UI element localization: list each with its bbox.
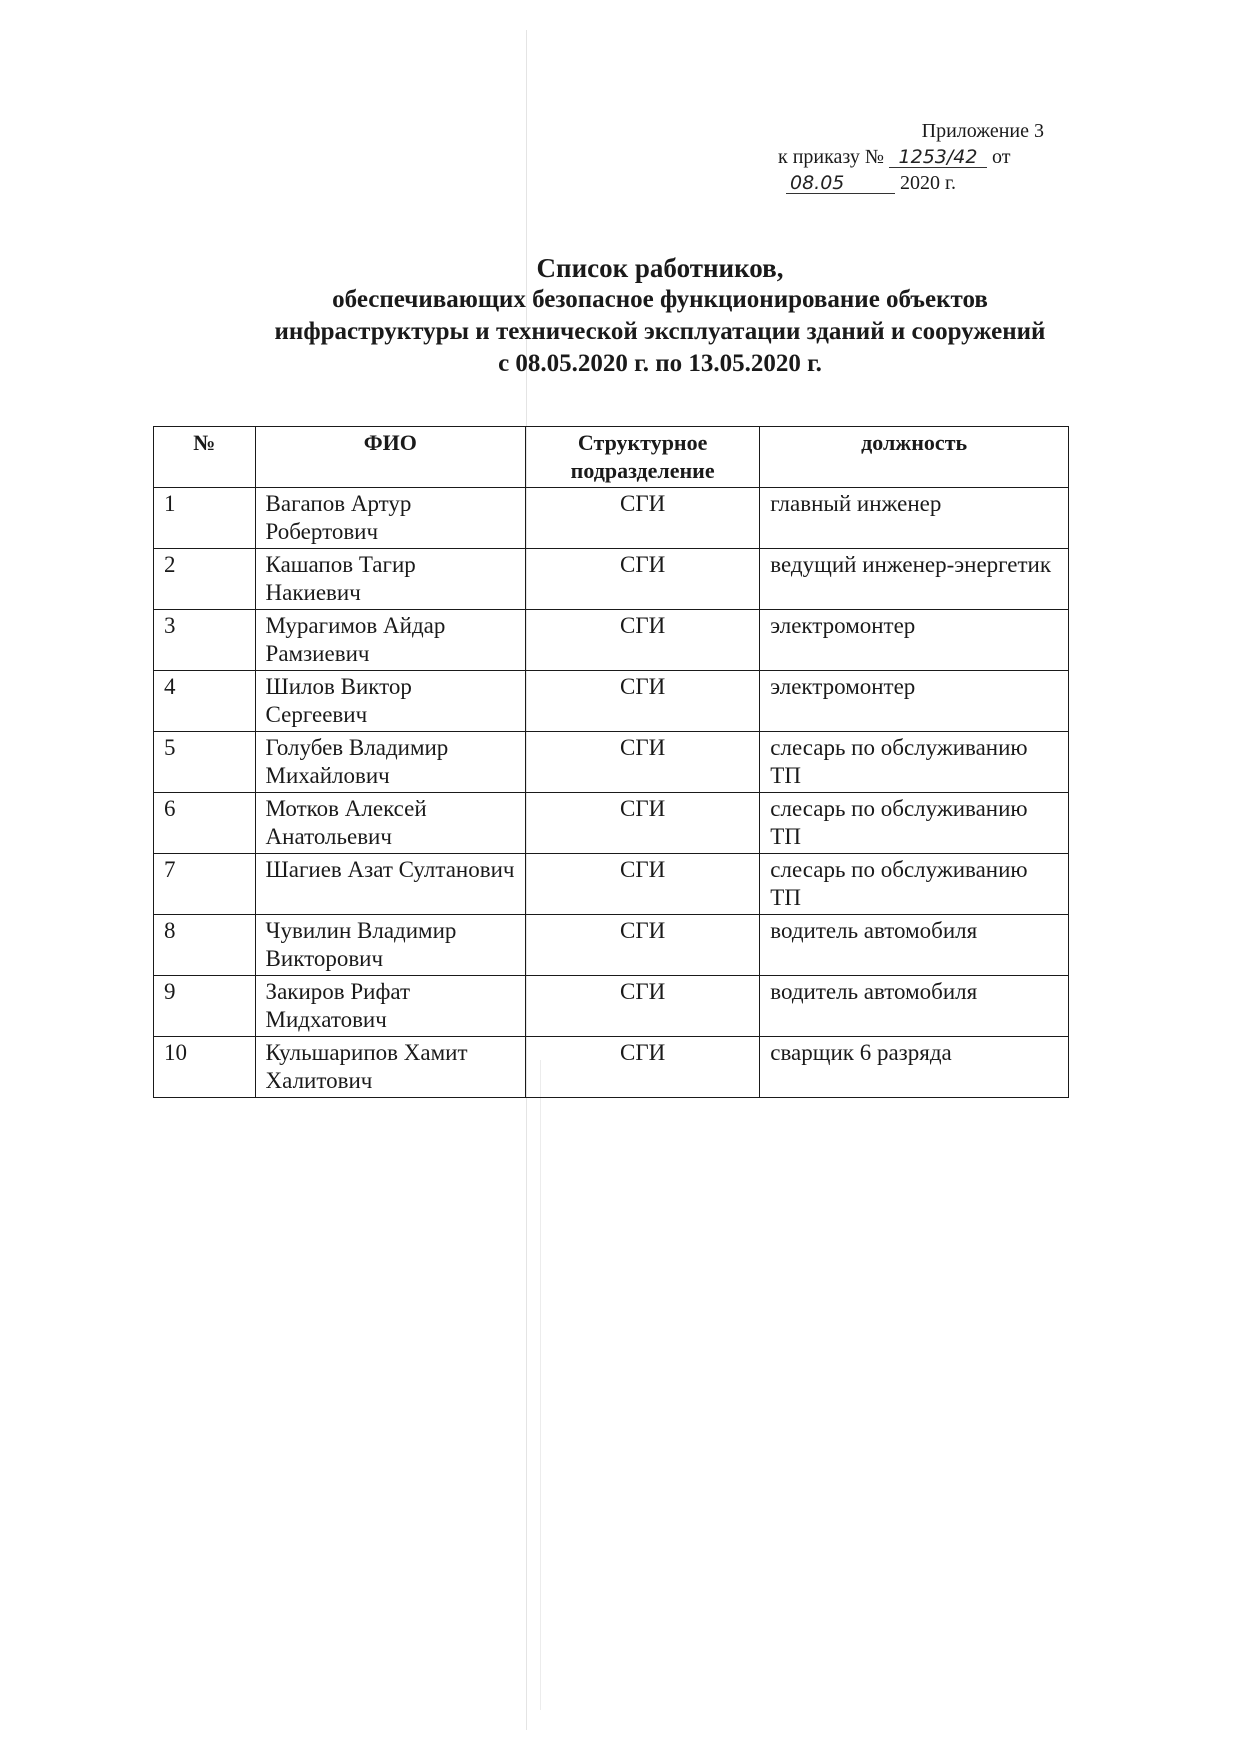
table-row <box>154 671 1069 732</box>
cell-number: 9 <box>154 976 256 1037</box>
cell-department: СГИ <box>526 915 760 976</box>
cell-position: ведущий инженер-энергетик <box>760 549 1069 610</box>
cell-position: главный инженер <box>760 488 1069 549</box>
cell-department: СГИ <box>526 854 760 915</box>
cell-position: слесарь по обслуживанию ТП <box>760 732 1069 793</box>
cell-department: СГИ <box>526 976 760 1037</box>
header-fio: ФИО <box>255 427 525 488</box>
annex-reference <box>760 118 1080 196</box>
annex-order-suffix: от <box>991 146 1011 168</box>
cell-number: 8 <box>154 915 256 976</box>
cell-position: слесарь по обслуживанию ТП <box>760 854 1069 915</box>
cell-fio: Шилов Виктор Сергеевич <box>255 671 525 732</box>
cell-number: 5 <box>154 732 256 793</box>
cell-number: 2 <box>154 549 256 610</box>
cell-department: СГИ <box>526 671 760 732</box>
table-row <box>154 915 1069 976</box>
cell-fio: Закиров Рифат Мидхатович <box>255 976 525 1037</box>
cell-position: сварщик 6 разряда <box>760 1037 1069 1098</box>
cell-position: слесарь по обслуживанию ТП <box>760 793 1069 854</box>
cell-department: СГИ <box>526 610 760 671</box>
cell-number: 7 <box>154 854 256 915</box>
annex-label: Приложение 3 <box>921 120 1044 142</box>
title-line-2: обеспечивающих безопасное функционирование объектов <box>332 286 988 313</box>
cell-department: СГИ <box>526 793 760 854</box>
header-number: № <box>154 427 256 488</box>
document-title <box>160 252 1160 380</box>
cell-number: 4 <box>154 671 256 732</box>
cell-fio: Голубев Владимир Михайлович <box>255 732 525 793</box>
table-row <box>154 732 1069 793</box>
title-line-4: с 08.05.2020 г. по 13.05.2020 г. <box>498 350 822 377</box>
scan-fold-line <box>540 1060 541 1710</box>
cell-fio: Кашапов Тагир Накиевич <box>255 549 525 610</box>
table-row <box>154 793 1069 854</box>
cell-position: электромонтер <box>760 610 1069 671</box>
cell-number: 10 <box>154 1037 256 1098</box>
cell-position: водитель автомобиля <box>760 915 1069 976</box>
annex-date-line <box>760 170 1080 196</box>
cell-department: СГИ <box>526 1037 760 1098</box>
cell-department: СГИ <box>526 732 760 793</box>
annex-year: 2020 г. <box>900 172 956 194</box>
cell-fio: Кульшарипов Хамит Халитович <box>255 1037 525 1098</box>
annex-order-line <box>760 144 1080 170</box>
table-row <box>154 854 1069 915</box>
cell-position: электромонтер <box>760 671 1069 732</box>
cell-number: 1 <box>154 488 256 549</box>
cell-fio: Мотков Алексей Анатольевич <box>255 793 525 854</box>
cell-number: 6 <box>154 793 256 854</box>
title-line-1: Список работников, <box>536 253 784 283</box>
cell-fio: Чувилин Владимир Викторович <box>255 915 525 976</box>
header-position: должность <box>760 427 1069 488</box>
table-row <box>154 610 1069 671</box>
annex-order-prefix: к приказу № <box>778 146 884 168</box>
handwritten-order-number: 1253/42 <box>889 147 987 168</box>
cell-number: 3 <box>154 610 256 671</box>
table-row <box>154 1037 1069 1098</box>
table-row <box>154 549 1069 610</box>
cell-fio: Вагапов Артур Робертович <box>255 488 525 549</box>
staff-table <box>153 426 1069 1098</box>
table-header-row <box>154 427 1069 488</box>
handwritten-date: 08.05 <box>786 173 895 194</box>
cell-position: водитель автомобиля <box>760 976 1069 1037</box>
table-row <box>154 488 1069 549</box>
cell-fio: Мурагимов Айдар Рамзиевич <box>255 610 525 671</box>
table-row <box>154 976 1069 1037</box>
cell-department: СГИ <box>526 488 760 549</box>
cell-department: СГИ <box>526 549 760 610</box>
title-line-3: инфраструктуры и технической эксплуатации зданий и сооружений <box>274 318 1046 345</box>
cell-fio: Шагиев Азат Султанович <box>255 854 525 915</box>
header-department: Структурное подразделение <box>526 427 760 488</box>
